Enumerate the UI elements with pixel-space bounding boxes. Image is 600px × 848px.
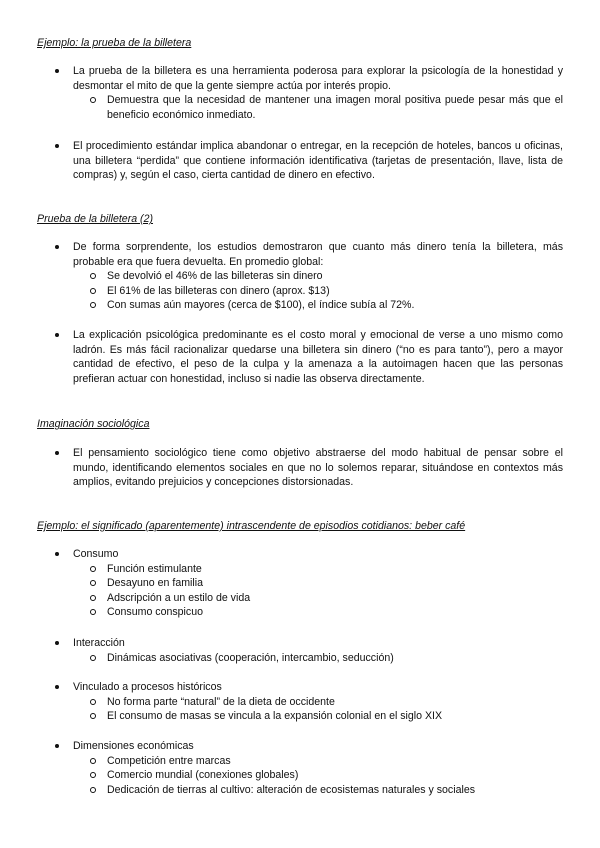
- sub-list-item: Dinámicas asociativas (cooperación, intercambio, seducción): [55, 651, 563, 666]
- bullet-dot-icon: [55, 641, 59, 645]
- bullet-list: [55, 139, 563, 183]
- sub-list-item: Desayuno en familia: [55, 576, 563, 591]
- section-heading: Imaginación sociológica: [37, 418, 150, 430]
- bullet-dot-icon: [55, 451, 59, 455]
- bullet-circle-icon: [90, 713, 96, 719]
- bullet-circle-icon: [90, 772, 96, 778]
- section-heading: Ejemplo: la prueba de la billetera: [37, 37, 192, 49]
- sub-list-item: No forma parte “natural” de la dieta de occidente: [55, 695, 563, 710]
- sub-list-item: Con sumas aún mayores (cerca de $100), el índice subía al 72%.: [55, 298, 563, 313]
- sub-list-item: Se devolvió el 46% de las billeteras sin dinero: [55, 269, 563, 284]
- list-item: De forma sorprendente, los estudios demostraron que cuanto más dinero tenía la billetera, más probable era que fuera devuelta. En promedio global:: [55, 240, 563, 269]
- list-item: El procedimiento estándar implica abandonar o entregar, en la recepción de hoteles, bancos u oficinas, una billetera “perdida” que contiene información identificativa (tarjetas de presentación, llave, lista de compras) y, según el caso, cierta cantidad de dinero en efectivo.: [55, 139, 563, 183]
- list-item: El pensamiento sociológico tiene como objetivo abstraerse del modo habitual de pensar sobre el mundo, identificando elementos sociales en que no lo solemos reparar, situándose en contextos más amplios, evitando prejuicios y concepciones distorsionadas.: [55, 446, 563, 490]
- sub-list-item: Demuestra que la necesidad de mantener una imagen moral positiva puede pesar más que el beneficio económico inmediato.: [55, 93, 563, 122]
- bullet-circle-icon: [90, 655, 96, 661]
- sub-list-item: El consumo de masas se vincula a la expansión colonial en el siglo XIX: [55, 709, 563, 724]
- bullet-dot-icon: [55, 552, 59, 556]
- sub-list-item: Adscripción a un estilo de vida: [55, 591, 563, 606]
- bullet-circle-icon: [90, 787, 96, 793]
- bullet-dot-icon: [55, 744, 59, 748]
- section-heading: Ejemplo: el significado (aparentemente) intrascendente de episodios cotidianos: beber café: [37, 520, 466, 532]
- list-item: Consumo: [55, 547, 563, 562]
- bullet-circle-icon: [90, 699, 96, 705]
- sub-list-item: Dedicación de tierras al cultivo: alteración de ecosistemas naturales y sociales: [55, 783, 563, 798]
- list-item: La prueba de la billetera es una herramienta poderosa para explorar la psicología de la honestidad y desmontar el mito de que la gente siempre actúa por interés propio.: [55, 64, 563, 93]
- bullet-list: [55, 328, 563, 386]
- sub-list-item: Consumo conspicuo: [55, 605, 563, 620]
- bullet-circle-icon: [90, 758, 96, 764]
- bullet-dot-icon: [55, 685, 59, 689]
- bullet-dot-icon: [55, 333, 59, 337]
- sub-list-item: Función estimulante: [55, 562, 563, 577]
- sub-list-item: Comercio mundial (conexiones globales): [55, 768, 563, 783]
- list-item: Vinculado a procesos históricos: [55, 680, 563, 695]
- bullet-list: [55, 446, 563, 490]
- bullet-dot-icon: [55, 144, 59, 148]
- bullet-list: [55, 680, 563, 724]
- sub-list-item: El 61% de las billeteras con dinero (aprox. $13): [55, 284, 563, 299]
- list-item: La explicación psicológica predominante es el costo moral y emocional de verse a uno mismo como ladrón. Es más fácil racionalizar quedarse una billetera sin dinero (“no es para tanto”), pero a mayor cantidad de efectivo, el peso de la culpa y la amenaza a la autoimagen hacen que las personas prefieran actuar con honestidad, incluso si nadie las observa directamente.: [55, 328, 563, 386]
- bullet-list: [55, 636, 563, 665]
- section-heading: Prueba de la billetera (2): [37, 213, 154, 225]
- bullet-list: [55, 739, 563, 797]
- bullet-circle-icon: [90, 302, 96, 308]
- bullet-dot-icon: [55, 69, 59, 73]
- bullet-list: [55, 240, 563, 313]
- bullet-circle-icon: [90, 609, 96, 615]
- bullet-dot-icon: [55, 245, 59, 249]
- bullet-circle-icon: [90, 580, 96, 586]
- bullet-circle-icon: [90, 595, 96, 601]
- list-item: Dimensiones económicas: [55, 739, 563, 754]
- bullet-circle-icon: [90, 97, 96, 103]
- bullet-list: [55, 64, 563, 122]
- bullet-list: [55, 547, 563, 620]
- bullet-circle-icon: [90, 273, 96, 279]
- list-item: Interacción: [55, 636, 563, 651]
- bullet-circle-icon: [90, 566, 96, 572]
- sub-list-item: Competición entre marcas: [55, 754, 563, 769]
- bullet-circle-icon: [90, 288, 96, 294]
